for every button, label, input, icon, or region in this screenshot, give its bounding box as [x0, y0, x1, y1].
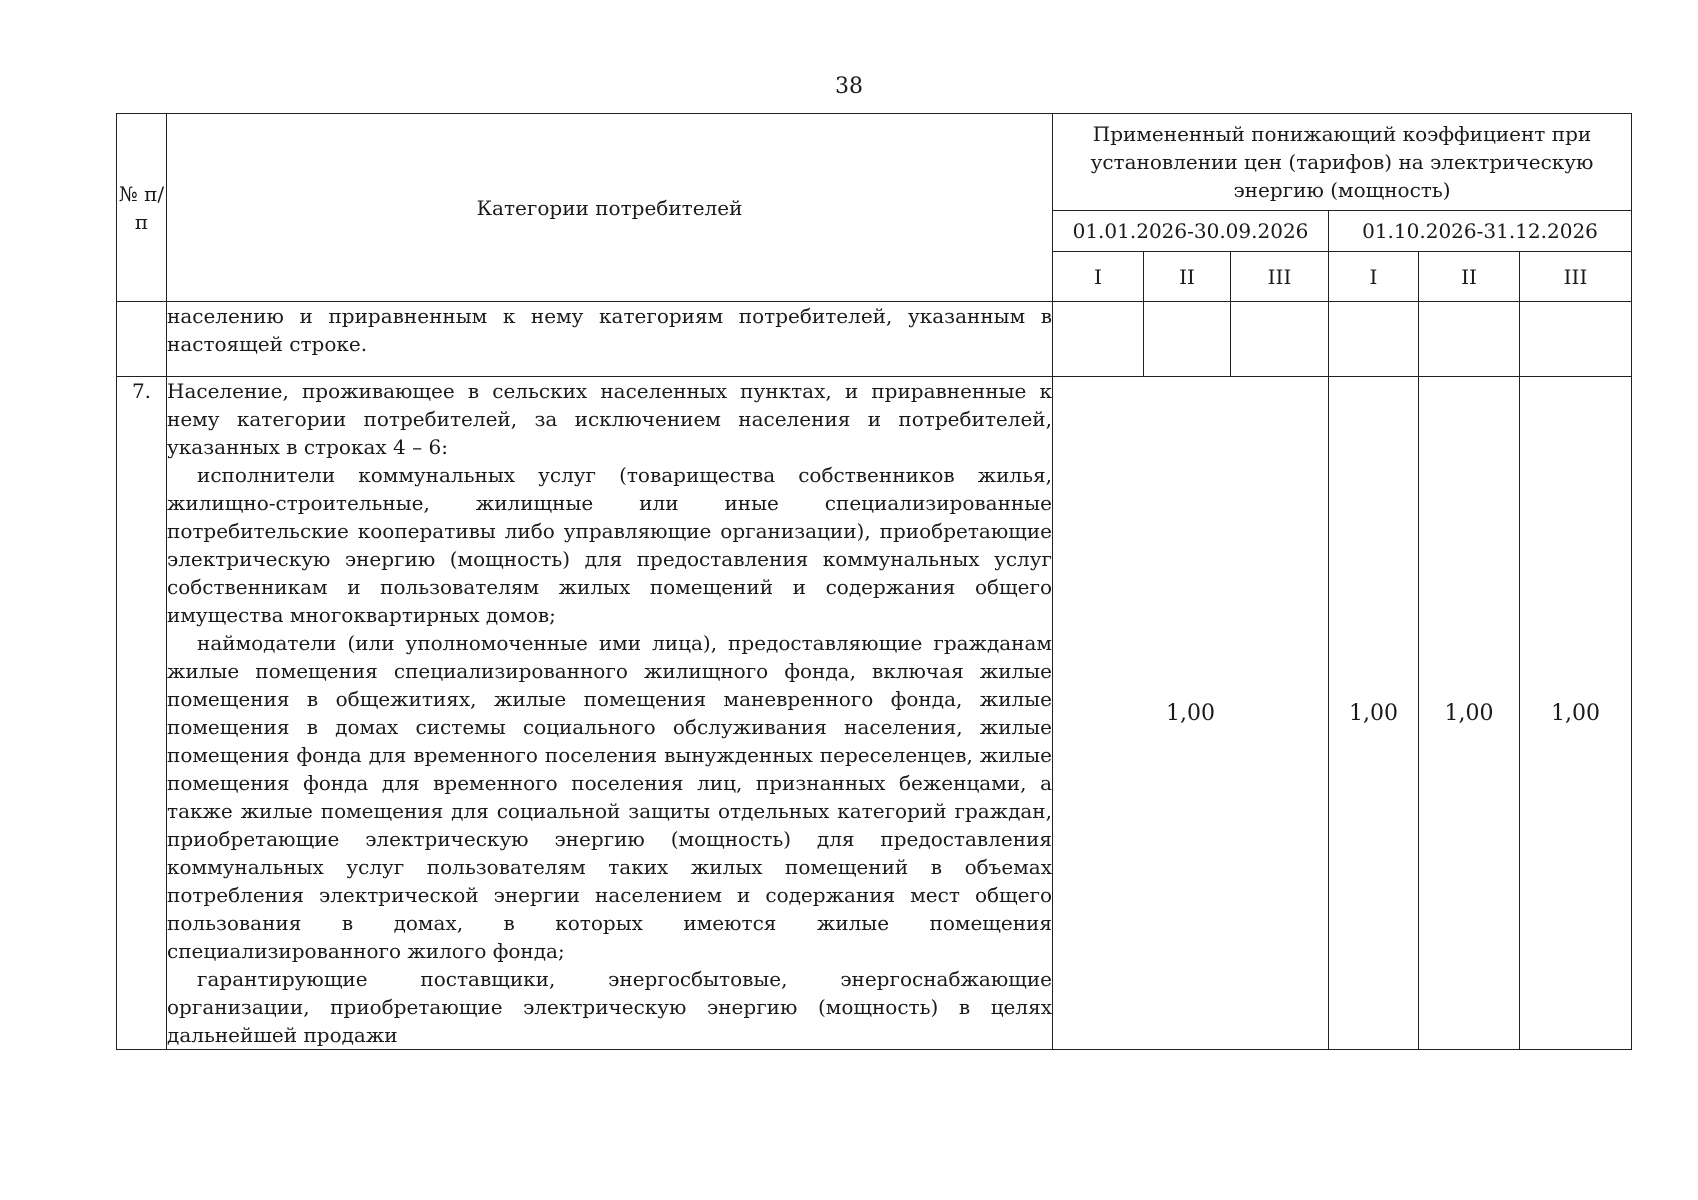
subheader-p1-iii: III — [1231, 252, 1329, 302]
subheader-p2-ii: II — [1419, 252, 1520, 302]
page-number: 38 — [835, 74, 863, 99]
subheader-p1-i: I — [1053, 252, 1144, 302]
header-category — [167, 114, 1053, 302]
header-category-label: Категории потребителей — [476, 195, 743, 220]
header-num — [117, 114, 167, 302]
row-paragraph: Население, проживающее в сельских населенных пунктах, и приравненные к нему категории потребителей, за исключением населения и потребителей, указанных в строках 4 – 6: — [167, 379, 1052, 459]
coefficient-table — [116, 113, 1632, 1050]
row-category — [167, 302, 1053, 377]
value-cell — [1520, 302, 1632, 377]
row-category — [167, 377, 1053, 1050]
header-coefficient-label: Примененный понижающий коэффициент при установлении цен (тарифов) на электрическую энергию (мощность) — [1090, 122, 1594, 202]
row-paragraph: исполнители коммунальных услуг (товарищества собственников жилья, жилищно-строительные, жилищные или иные специализированные потребительские кооперативы либо управляющие организации), приобретающие электрическую энергию (мощность) для предоставления коммунальных услуг собственникам и пользователям жилых помещений и содержания общего имущества многоквартирных домов; — [167, 463, 1052, 627]
value-cell: 1,00 — [1520, 377, 1632, 1050]
value-cell: 1,00 — [1419, 377, 1520, 1050]
row-number — [117, 302, 167, 377]
header-period-2: 01.10.2026-31.12.2026 — [1329, 211, 1632, 252]
header-period-1: 01.01.2026-30.09.2026 — [1053, 211, 1329, 252]
table-row — [117, 302, 1632, 377]
header-coefficient — [1053, 114, 1632, 211]
row-paragraph: наймодатели (или уполномоченные ими лица), предоставляющие гражданам жилые помещения специализированного жилищного фонда, включая жилые помещения в общежитиях, жилые помещения маневренного фонда, жилые помещения в домах системы социального обслуживания населения, жилые помещения фонда для временного поселения вынужденных переселенцев, жилые помещения фонда для временного поселения лиц, признанных беженцами, а также жилые помещения для социальной защиты отдельных категорий граждан, приобретающие электрическую энергию (мощность) для предоставления коммунальных услуг пользователям таких жилых помещений в объемах потребления электрической энергии населением и содержания мест общего пользования в домах, в которых имеются жилые помещения специализированного жилого фонда; — [167, 631, 1052, 963]
subheader-p2-iii: III — [1520, 252, 1632, 302]
value-cell — [1053, 302, 1144, 377]
row-paragraph: населению и приравненным к нему категориям потребителей, указанным в настоящей строке. — [167, 304, 1052, 356]
value-cell: 1,00 — [1329, 377, 1419, 1050]
value-cell — [1144, 302, 1231, 377]
row-paragraph: гарантирующие поставщики, энергосбытовые, энергоснабжающие организации, приобретающие электрическую энергию (мощность) в целях дальнейшей продажи — [167, 967, 1052, 1047]
value-cell-period-1-merged: 1,00 — [1053, 377, 1329, 1050]
value-cell — [1231, 302, 1329, 377]
row-number: 7. — [117, 377, 167, 1050]
subheader-p2-i: I — [1329, 252, 1419, 302]
table-row — [117, 377, 1632, 1050]
header-num-label: № п/п — [118, 181, 165, 234]
value-cell — [1419, 302, 1520, 377]
value-cell — [1329, 302, 1419, 377]
subheader-p1-ii: II — [1144, 252, 1231, 302]
